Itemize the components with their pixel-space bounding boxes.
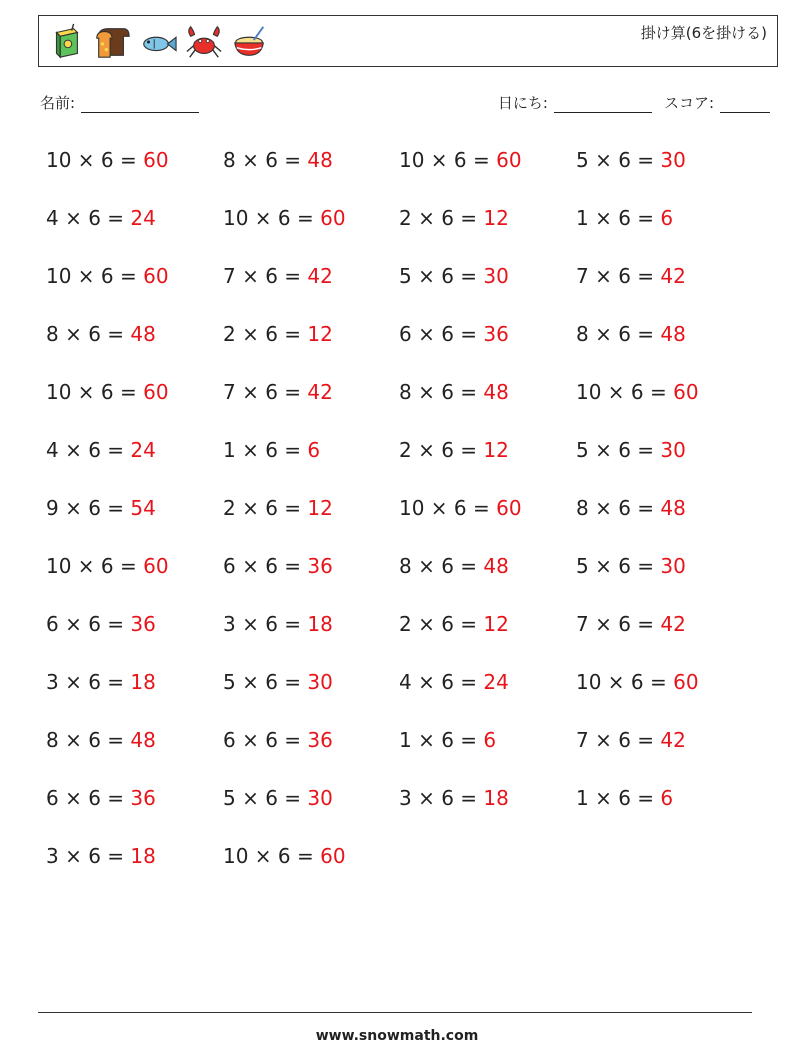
problem-r2-c2 [223, 198, 346, 238]
problem-r10-c1 [46, 662, 156, 702]
problem-r2-c4 [576, 198, 673, 238]
problem-answer: 24 [130, 206, 156, 230]
problem-r5-c3 [399, 372, 509, 412]
problem-question: 10 × 6 = [399, 496, 497, 520]
problem-r12-c3 [399, 778, 509, 818]
problem-question: 1 × 6 = [223, 438, 308, 462]
problem-answer: 60 [143, 380, 169, 404]
problem-question: 10 × 6 = [46, 264, 144, 288]
problem-question: 8 × 6 = [223, 148, 308, 172]
problem-question: 10 × 6 = [46, 554, 144, 578]
problem-r8-c4 [576, 546, 686, 586]
problem-question: 5 × 6 = [576, 148, 661, 172]
problem-question: 2 × 6 = [399, 438, 484, 462]
problem-answer: 42 [307, 380, 333, 404]
problem-question: 10 × 6 = [576, 380, 674, 404]
toast-icon [93, 23, 131, 61]
problem-r6-c4 [576, 430, 686, 470]
problem-answer: 36 [307, 554, 333, 578]
problem-question: 2 × 6 = [223, 496, 308, 520]
problem-answer: 48 [307, 148, 333, 172]
problem-answer: 60 [673, 670, 699, 694]
problem-question: 10 × 6 = [576, 670, 674, 694]
problem-question: 10 × 6 = [223, 844, 321, 868]
problem-answer: 48 [483, 380, 509, 404]
problem-answer: 60 [673, 380, 699, 404]
problem-answer: 30 [483, 264, 509, 288]
problem-r11-c4 [576, 720, 686, 760]
problem-r3-c3 [399, 256, 509, 296]
problem-question: 2 × 6 = [399, 612, 484, 636]
problem-question: 7 × 6 = [223, 264, 308, 288]
problem-r2-c3 [399, 198, 509, 238]
problem-question: 6 × 6 = [46, 612, 131, 636]
student-info-row [40, 92, 770, 116]
worksheet-header [38, 15, 778, 67]
problem-question: 8 × 6 = [46, 322, 131, 346]
problem-answer: 12 [307, 496, 333, 520]
problem-answer: 18 [130, 844, 156, 868]
problem-question: 8 × 6 = [399, 380, 484, 404]
problem-question: 7 × 6 = [223, 380, 308, 404]
problem-answer: 48 [660, 496, 686, 520]
problem-r4-c1 [46, 314, 156, 354]
problem-r1-c2 [223, 140, 333, 180]
problem-question: 10 × 6 = [46, 380, 144, 404]
problem-question: 3 × 6 = [399, 786, 484, 810]
problem-question: 7 × 6 = [576, 728, 661, 752]
problem-answer: 60 [320, 206, 346, 230]
problem-question: 4 × 6 = [399, 670, 484, 694]
problem-answer: 30 [307, 786, 333, 810]
problem-question: 5 × 6 = [223, 670, 308, 694]
problem-answer: 42 [660, 728, 686, 752]
date-blank[interactable] [554, 96, 652, 113]
name-field [40, 92, 199, 113]
problem-question: 3 × 6 = [223, 612, 308, 636]
problem-question: 10 × 6 = [399, 148, 497, 172]
problem-r8-c3 [399, 546, 509, 586]
problem-answer: 48 [660, 322, 686, 346]
problem-answer: 36 [307, 728, 333, 752]
problem-r1-c1 [46, 140, 169, 180]
problem-question: 10 × 6 = [223, 206, 321, 230]
problem-r12-c2 [223, 778, 333, 818]
problem-answer: 18 [307, 612, 333, 636]
problem-answer: 18 [483, 786, 509, 810]
fish-icon [139, 23, 177, 61]
problem-r9-c4 [576, 604, 686, 644]
score-field [664, 92, 770, 113]
problem-question: 3 × 6 = [46, 670, 131, 694]
problem-answer: 12 [483, 612, 509, 636]
problem-question: 6 × 6 = [223, 554, 308, 578]
problem-answer: 12 [483, 206, 509, 230]
problem-question: 4 × 6 = [46, 206, 131, 230]
problem-answer: 24 [483, 670, 509, 694]
problem-question: 8 × 6 = [399, 554, 484, 578]
problem-r8-c2 [223, 546, 333, 586]
problem-answer: 42 [660, 264, 686, 288]
date-label: 日にち: [497, 94, 548, 112]
problem-r4-c2 [223, 314, 333, 354]
problem-answer: 42 [307, 264, 333, 288]
header-icons [47, 22, 269, 62]
problem-r6-c2 [223, 430, 320, 470]
problem-question: 6 × 6 = [223, 728, 308, 752]
problem-answer: 30 [307, 670, 333, 694]
rice-bowl-icon [231, 23, 269, 61]
problem-answer: 60 [143, 148, 169, 172]
problem-question: 1 × 6 = [399, 728, 484, 752]
problem-question: 2 × 6 = [223, 322, 308, 346]
name-label: 名前: [40, 94, 76, 112]
problem-r5-c1 [46, 372, 169, 412]
problem-answer: 48 [483, 554, 509, 578]
problem-answer: 6 [483, 728, 497, 752]
problem-question: 1 × 6 = [576, 786, 661, 810]
score-blank[interactable] [720, 96, 770, 113]
problem-question: 8 × 6 = [576, 322, 661, 346]
problem-r2-c1 [46, 198, 156, 238]
problem-r8-c1 [46, 546, 169, 586]
problem-r9-c2 [223, 604, 333, 644]
problem-r4-c4 [576, 314, 686, 354]
problem-r1-c4 [576, 140, 686, 180]
problem-answer: 6 [307, 438, 321, 462]
problem-answer: 30 [660, 438, 686, 462]
problem-answer: 18 [130, 670, 156, 694]
problem-answer: 36 [130, 786, 156, 810]
problem-r5-c4 [576, 372, 699, 412]
problem-r11-c1 [46, 720, 156, 760]
problem-r7-c1 [46, 488, 156, 528]
problem-r13-c2 [223, 836, 346, 876]
problem-answer: 54 [130, 496, 156, 520]
problem-question: 7 × 6 = [576, 264, 661, 288]
problem-question: 4 × 6 = [46, 438, 131, 462]
problem-question: 5 × 6 = [576, 438, 661, 462]
juice-box-icon [47, 23, 85, 61]
problem-question: 6 × 6 = [399, 322, 484, 346]
problem-question: 2 × 6 = [399, 206, 484, 230]
problem-r3-c4 [576, 256, 686, 296]
problem-answer: 24 [130, 438, 156, 462]
worksheet-title: 掛け算(6を掛ける) [640, 24, 767, 42]
score-label: スコア: [663, 94, 714, 112]
problem-answer: 60 [496, 148, 522, 172]
problem-answer: 30 [660, 148, 686, 172]
problem-r6-c3 [399, 430, 509, 470]
problem-question: 7 × 6 = [576, 612, 661, 636]
problem-r1-c3 [399, 140, 522, 180]
problem-r9-c3 [399, 604, 509, 644]
problem-question: 10 × 6 = [46, 148, 144, 172]
problem-answer: 60 [496, 496, 522, 520]
name-blank[interactable] [81, 96, 199, 113]
problem-question: 8 × 6 = [46, 728, 131, 752]
problem-question: 6 × 6 = [46, 786, 131, 810]
problem-r3-c1 [46, 256, 169, 296]
problem-r5-c2 [223, 372, 333, 412]
problem-r6-c1 [46, 430, 156, 470]
problem-question: 9 × 6 = [46, 496, 131, 520]
problem-answer: 6 [660, 206, 674, 230]
problem-r3-c2 [223, 256, 333, 296]
problem-question: 8 × 6 = [576, 496, 661, 520]
footer-url: www.snowmath.com [315, 1028, 479, 1044]
problem-r10-c3 [399, 662, 509, 702]
problem-r12-c1 [46, 778, 156, 818]
problem-answer: 60 [320, 844, 346, 868]
problem-answer: 60 [143, 264, 169, 288]
problem-r4-c3 [399, 314, 509, 354]
problem-question: 1 × 6 = [576, 206, 661, 230]
problem-answer: 48 [130, 728, 156, 752]
crab-icon [185, 23, 223, 61]
problem-r7-c2 [223, 488, 333, 528]
problem-r13-c1 [46, 836, 156, 876]
problem-r11-c2 [223, 720, 333, 760]
problem-r10-c4 [576, 662, 699, 702]
problem-r11-c3 [399, 720, 496, 760]
problem-answer: 42 [660, 612, 686, 636]
problem-answer: 36 [130, 612, 156, 636]
date-field [498, 92, 652, 113]
problem-answer: 60 [143, 554, 169, 578]
problem-r7-c3 [399, 488, 522, 528]
problem-answer: 12 [307, 322, 333, 346]
problem-r10-c2 [223, 662, 333, 702]
problem-r7-c4 [576, 488, 686, 528]
problem-question: 3 × 6 = [46, 844, 131, 868]
problem-answer: 48 [130, 322, 156, 346]
footer-divider [38, 1012, 752, 1013]
problem-answer: 6 [660, 786, 674, 810]
problem-answer: 12 [483, 438, 509, 462]
problem-question: 5 × 6 = [399, 264, 484, 288]
problem-r12-c4 [576, 778, 673, 818]
problem-r9-c1 [46, 604, 156, 644]
problem-question: 5 × 6 = [576, 554, 661, 578]
problem-question: 5 × 6 = [223, 786, 308, 810]
problem-answer: 30 [660, 554, 686, 578]
problem-answer: 36 [483, 322, 509, 346]
